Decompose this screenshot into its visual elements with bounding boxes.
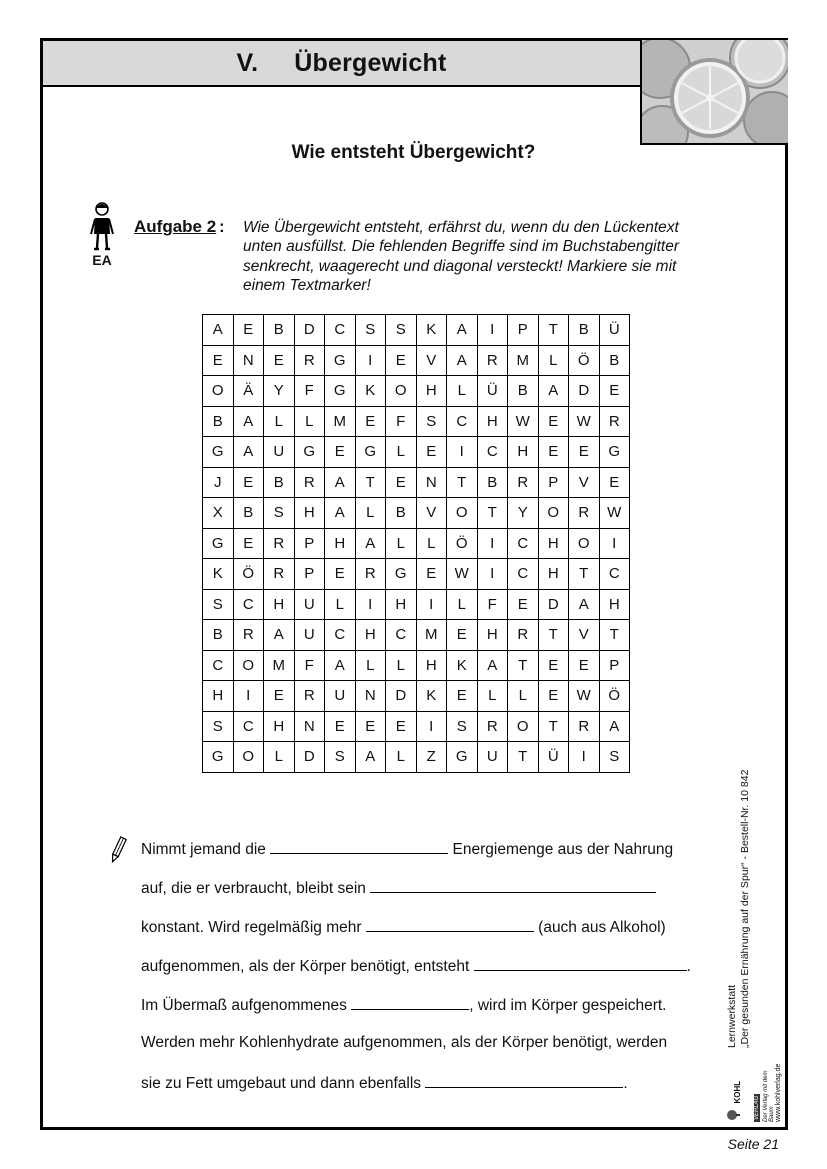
grid-cell[interactable]: R xyxy=(477,345,508,376)
grid-cell[interactable]: T xyxy=(508,742,539,773)
grid-cell[interactable]: C xyxy=(386,620,417,651)
publisher-name: KOHL xyxy=(733,1080,742,1104)
grid-cell[interactable]: R xyxy=(294,345,325,376)
grid-cell[interactable]: A xyxy=(477,650,508,681)
imprint-title: „Der gesunden Ernährung auf der Spur“ - xyxy=(739,855,751,1048)
grid-cell[interactable]: E xyxy=(386,467,417,498)
answer-blank[interactable] xyxy=(370,878,656,893)
grid-cell[interactable]: H xyxy=(508,437,539,468)
grid-cell[interactable]: M xyxy=(264,650,295,681)
grid-cell[interactable]: C xyxy=(233,589,264,620)
grid-row xyxy=(203,742,630,773)
cloze-text-part: sie zu Fett umgebaut und dann ebenfalls xyxy=(141,1075,422,1092)
grid-cell[interactable]: T xyxy=(477,498,508,529)
grid-cell[interactable]: R xyxy=(294,467,325,498)
grid-cell[interactable]: T xyxy=(355,467,386,498)
grid-cell[interactable]: F xyxy=(294,650,325,681)
grid-cell[interactable]: J xyxy=(203,467,234,498)
grid-cell[interactable]: B xyxy=(203,620,234,651)
grid-cell[interactable]: E xyxy=(264,681,295,712)
grid-cell[interactable]: A xyxy=(264,620,295,651)
grid-cell[interactable]: C xyxy=(477,437,508,468)
grid-cell[interactable]: E xyxy=(416,559,447,590)
grid-cell[interactable]: O xyxy=(569,528,600,559)
grid-cell[interactable]: E xyxy=(538,681,569,712)
grid-row xyxy=(203,376,630,407)
grid-row xyxy=(203,620,630,651)
grid-cell[interactable]: D xyxy=(569,376,600,407)
grid-cell[interactable]: L xyxy=(264,406,295,437)
grid-cell[interactable]: R xyxy=(294,681,325,712)
grid-cell[interactable]: D xyxy=(294,315,325,346)
imprint-series: Lernwerkstatt xyxy=(726,984,738,1048)
grid-cell[interactable]: T xyxy=(508,650,539,681)
grid-cell[interactable]: E xyxy=(538,437,569,468)
header-bar xyxy=(43,41,640,87)
cloze-line xyxy=(141,995,691,1034)
cloze-line xyxy=(141,839,691,878)
grid-cell[interactable]: H xyxy=(477,620,508,651)
grid-cell[interactable]: P xyxy=(538,467,569,498)
cloze-text-part: . xyxy=(623,1075,628,1092)
grid-cell[interactable]: T xyxy=(538,620,569,651)
grid-cell[interactable]: H xyxy=(599,589,630,620)
grid-cell[interactable]: T xyxy=(599,620,630,651)
grid-cell[interactable]: L xyxy=(294,406,325,437)
grid-row xyxy=(203,711,630,742)
order-number: Bestell-Nr. 10 842 xyxy=(739,769,751,854)
grid-cell[interactable]: C xyxy=(508,559,539,590)
grid-cell[interactable]: R xyxy=(569,711,600,742)
grid-cell[interactable]: P xyxy=(294,559,325,590)
grid-cell[interactable]: L xyxy=(416,528,447,559)
grid-cell[interactable]: H xyxy=(538,559,569,590)
grid-cell[interactable]: C xyxy=(447,406,478,437)
grid-cell[interactable]: D xyxy=(294,742,325,773)
grid-cell[interactable]: L xyxy=(386,437,417,468)
grid-row xyxy=(203,406,630,437)
chapter-number: V. xyxy=(236,48,259,77)
grid-cell[interactable]: I xyxy=(477,528,508,559)
cloze-line xyxy=(141,956,691,995)
grid-cell[interactable]: I xyxy=(355,589,386,620)
grid-cell[interactable]: E xyxy=(233,467,264,498)
task-instructions xyxy=(243,218,713,295)
grid-cell[interactable]: W xyxy=(599,498,630,529)
grid-cell[interactable]: G xyxy=(203,742,234,773)
grid-cell[interactable]: A xyxy=(325,467,356,498)
cloze-text-part: Im Übermaß aufgenommenes xyxy=(141,997,347,1014)
grid-cell[interactable]: L xyxy=(386,528,417,559)
grid-cell[interactable]: O xyxy=(233,650,264,681)
grid-cell[interactable]: V xyxy=(569,620,600,651)
grid-cell[interactable]: P xyxy=(599,650,630,681)
grid-cell[interactable]: T xyxy=(447,467,478,498)
grid-cell[interactable]: E xyxy=(508,589,539,620)
grid-cell[interactable]: P xyxy=(294,528,325,559)
cloze-text-part: Nimmt jemand die xyxy=(141,841,266,858)
publisher-badge: VERLAG xyxy=(754,1095,760,1120)
task-line: unten ausfüllst. Die fehlenden Begriffe sind im Buchstabengitter xyxy=(243,238,679,256)
answer-blank[interactable] xyxy=(366,917,534,932)
work-mode-badge: EA xyxy=(92,252,112,268)
answer-blank[interactable] xyxy=(351,995,469,1010)
grid-cell[interactable]: A xyxy=(325,498,356,529)
page-title: Übergewicht xyxy=(294,48,447,77)
grid-cell[interactable]: E xyxy=(203,345,234,376)
grid-cell[interactable]: E xyxy=(233,315,264,346)
grid-cell[interactable]: A xyxy=(355,528,386,559)
grid-cell[interactable]: H xyxy=(264,589,295,620)
grid-cell[interactable]: R xyxy=(508,620,539,651)
grid-cell[interactable]: W xyxy=(447,559,478,590)
grid-cell[interactable]: H xyxy=(477,406,508,437)
grid-cell[interactable]: D xyxy=(538,589,569,620)
grid-cell[interactable]: Ö xyxy=(569,345,600,376)
grid-cell[interactable]: R xyxy=(233,620,264,651)
cloze-line xyxy=(141,1073,691,1112)
grid-cell[interactable]: C xyxy=(325,620,356,651)
grid-row xyxy=(203,467,630,498)
grid-cell[interactable]: K xyxy=(416,315,447,346)
cloze-text-part: Energiemenge aus der Nahrung xyxy=(452,841,674,858)
grid-cell[interactable]: S xyxy=(325,742,356,773)
side-imprint xyxy=(726,718,766,1048)
grid-cell[interactable]: L xyxy=(447,376,478,407)
grid-cell[interactable]: U xyxy=(477,742,508,773)
grid-cell[interactable]: K xyxy=(447,650,478,681)
grid-cell[interactable]: E xyxy=(538,650,569,681)
grid-cell[interactable]: I xyxy=(447,437,478,468)
grid-cell[interactable]: S xyxy=(416,406,447,437)
grid-cell[interactable]: L xyxy=(477,681,508,712)
grid-cell[interactable]: E xyxy=(325,711,356,742)
grid-cell[interactable]: E xyxy=(233,528,264,559)
grid-cell[interactable]: W xyxy=(569,406,600,437)
grid-cell[interactable]: E xyxy=(599,376,630,407)
grid-cell[interactable]: M xyxy=(508,345,539,376)
answer-blank[interactable] xyxy=(270,839,448,854)
grid-cell[interactable]: C xyxy=(203,650,234,681)
grid-row xyxy=(203,559,630,590)
grid-cell[interactable]: I xyxy=(416,711,447,742)
grid-cell[interactable]: I xyxy=(233,681,264,712)
grid-cell[interactable]: F xyxy=(386,406,417,437)
grid-cell[interactable]: Y xyxy=(508,498,539,529)
imprint-line-1 xyxy=(726,718,739,1048)
grid-cell[interactable]: H xyxy=(264,711,295,742)
grid-cell[interactable]: R xyxy=(355,559,386,590)
grid-cell[interactable]: H xyxy=(203,681,234,712)
grid-cell[interactable]: U xyxy=(325,681,356,712)
cloze-line xyxy=(141,1034,691,1073)
grid-cell[interactable]: G xyxy=(599,437,630,468)
grid-cell[interactable]: A xyxy=(233,437,264,468)
grid-cell[interactable]: V xyxy=(416,345,447,376)
grid-cell[interactable]: C xyxy=(233,711,264,742)
grid-cell[interactable]: E xyxy=(264,345,295,376)
grid-cell[interactable]: E xyxy=(538,406,569,437)
grid-cell[interactable]: E xyxy=(355,711,386,742)
grid-cell[interactable]: B xyxy=(508,376,539,407)
grid-cell[interactable]: I xyxy=(599,528,630,559)
page-number: Seite 21 xyxy=(727,1136,779,1152)
grid-cell[interactable]: O xyxy=(203,376,234,407)
grid-cell[interactable]: G xyxy=(203,528,234,559)
grid-row xyxy=(203,681,630,712)
grid-cell[interactable]: S xyxy=(264,498,295,529)
grid-row xyxy=(203,589,630,620)
grid-cell[interactable]: B xyxy=(386,498,417,529)
grid-cell[interactable]: R xyxy=(508,467,539,498)
grid-cell[interactable]: R xyxy=(264,559,295,590)
grid-row xyxy=(203,650,630,681)
grid-cell[interactable]: I xyxy=(569,742,600,773)
grid-cell[interactable]: S xyxy=(203,711,234,742)
grid-cell[interactable]: T xyxy=(538,315,569,346)
grid-cell[interactable]: S xyxy=(203,589,234,620)
grid-row xyxy=(203,498,630,529)
cloze-text-part: Werden mehr Kohlenhydrate aufgenommen, als der Körper benötigt, werden xyxy=(141,1034,668,1051)
grid-cell[interactable]: T xyxy=(538,711,569,742)
grid-cell[interactable]: N xyxy=(294,711,325,742)
pencil-icon xyxy=(108,836,128,864)
grid-cell[interactable]: S xyxy=(599,742,630,773)
grid-cell[interactable]: B xyxy=(203,406,234,437)
grid-cell[interactable]: E xyxy=(447,681,478,712)
worksheet-heading: Wie entsteht Übergewicht? xyxy=(291,142,536,163)
oranges-photo xyxy=(640,40,788,145)
grid-cell[interactable]: E xyxy=(447,620,478,651)
grid-cell[interactable]: B xyxy=(569,315,600,346)
grid-cell[interactable]: C xyxy=(325,315,356,346)
grid-cell[interactable]: L xyxy=(355,498,386,529)
grid-cell[interactable]: O xyxy=(538,498,569,529)
grid-cell[interactable]: L xyxy=(447,589,478,620)
grid-cell[interactable]: I xyxy=(477,559,508,590)
grid-cell[interactable]: R xyxy=(599,406,630,437)
grid-cell[interactable]: H xyxy=(325,528,356,559)
grid-cell[interactable]: L xyxy=(538,345,569,376)
answer-blank[interactable] xyxy=(425,1073,623,1088)
grid-cell[interactable]: D xyxy=(386,681,417,712)
grid-cell[interactable]: A xyxy=(447,315,478,346)
grid-cell[interactable]: B xyxy=(264,315,295,346)
grid-cell[interactable]: L xyxy=(264,742,295,773)
grid-cell[interactable]: O xyxy=(233,742,264,773)
grid-cell[interactable]: A xyxy=(325,650,356,681)
grid-row xyxy=(203,345,630,376)
grid-row xyxy=(203,315,630,346)
grid-cell[interactable]: L xyxy=(386,650,417,681)
grid-cell[interactable]: S xyxy=(386,315,417,346)
grid-cell[interactable]: T xyxy=(569,559,600,590)
grid-cell[interactable]: E xyxy=(599,467,630,498)
grid-cell[interactable]: B xyxy=(233,498,264,529)
grid-cell[interactable]: M xyxy=(325,406,356,437)
grid-cell[interactable]: L xyxy=(508,681,539,712)
grid-cell[interactable]: K xyxy=(416,681,447,712)
grid-cell[interactable]: I xyxy=(355,345,386,376)
grid-cell[interactable]: R xyxy=(477,711,508,742)
grid-cell[interactable]: M xyxy=(416,620,447,651)
grid-cell[interactable]: A xyxy=(538,376,569,407)
grid-cell[interactable]: O xyxy=(386,376,417,407)
grid-cell[interactable]: N xyxy=(233,345,264,376)
grid-cell[interactable]: G xyxy=(447,742,478,773)
cloze-text-part: . xyxy=(686,958,691,975)
grid-cell[interactable]: I xyxy=(477,315,508,346)
publisher-url: www.kohlverlag.de xyxy=(775,1063,782,1122)
grid-cell[interactable]: L xyxy=(355,650,386,681)
publisher-block xyxy=(726,1062,796,1122)
cloze-text-part: (auch aus Alkohol) xyxy=(538,919,666,936)
grid-cell[interactable]: Ö xyxy=(599,681,630,712)
grid-cell[interactable]: E xyxy=(569,437,600,468)
grid-cell[interactable]: E xyxy=(569,650,600,681)
word-search-grid xyxy=(202,314,630,773)
grid-cell[interactable]: A xyxy=(599,711,630,742)
grid-cell[interactable]: P xyxy=(508,315,539,346)
cloze-text-part: konstant. Wird regelmäßig mehr xyxy=(141,919,362,936)
grid-cell[interactable]: G xyxy=(355,437,386,468)
cloze-text-part: , wird im Körper gespeichert. xyxy=(469,997,667,1014)
cloze-text-part: auf, die er verbraucht, bleibt sein xyxy=(141,880,366,897)
cloze-text xyxy=(141,839,691,1112)
grid-cell[interactable]: E xyxy=(325,437,356,468)
grid-cell[interactable]: S xyxy=(355,315,386,346)
grid-cell[interactable]: B xyxy=(264,467,295,498)
grid-cell[interactable]: H xyxy=(538,528,569,559)
tree-icon xyxy=(726,1108,740,1122)
grid-cell[interactable]: H xyxy=(386,589,417,620)
task-line: einem Textmarker! xyxy=(243,276,371,294)
grid-cell[interactable]: N xyxy=(355,681,386,712)
grid-cell[interactable]: C xyxy=(599,559,630,590)
grid-cell[interactable]: C xyxy=(508,528,539,559)
cloze-text-part: aufgenommen, als der Körper benötigt, entsteht xyxy=(141,958,470,975)
grid-cell[interactable]: A xyxy=(203,315,234,346)
grid-cell[interactable]: L xyxy=(386,742,417,773)
grid-cell[interactable]: H xyxy=(294,498,325,529)
grid-cell[interactable]: Ä xyxy=(233,376,264,407)
grid-cell[interactable]: U xyxy=(294,620,325,651)
grid-cell[interactable]: W xyxy=(569,681,600,712)
grid-cell[interactable]: N xyxy=(416,467,447,498)
grid-cell[interactable]: R xyxy=(569,498,600,529)
publisher-tagline: Der Verlag mit dem Baum xyxy=(763,1070,775,1122)
task-line: Wie Übergewicht entsteht, erfährst du, wenn du den Lückentext xyxy=(243,219,679,236)
grid-cell[interactable]: A xyxy=(355,742,386,773)
grid-cell[interactable]: G xyxy=(294,437,325,468)
grid-cell[interactable]: Y xyxy=(264,376,295,407)
grid-row xyxy=(203,528,630,559)
task-line: senkrecht, waagerecht und diagonal versteckt! Markiere sie mit xyxy=(243,257,677,275)
grid-cell[interactable]: R xyxy=(264,528,295,559)
grid-cell[interactable]: K xyxy=(355,376,386,407)
grid-cell[interactable]: A xyxy=(233,406,264,437)
grid-row xyxy=(203,437,630,468)
grid-cell[interactable]: O xyxy=(447,498,478,529)
grid-cell[interactable]: G xyxy=(325,345,356,376)
grid-cell[interactable]: W xyxy=(508,406,539,437)
grid-cell[interactable]: U xyxy=(264,437,295,468)
grid-cell[interactable]: Ö xyxy=(233,559,264,590)
grid-cell[interactable]: Ü xyxy=(477,376,508,407)
cloze-line xyxy=(141,917,691,956)
grid-cell[interactable]: G xyxy=(325,376,356,407)
grid-cell[interactable]: E xyxy=(416,437,447,468)
grid-cell[interactable]: Ö xyxy=(447,528,478,559)
grid-cell[interactable]: A xyxy=(569,589,600,620)
grid-cell[interactable]: F xyxy=(294,376,325,407)
task-label-colon: : xyxy=(219,217,225,236)
grid-cell[interactable]: E xyxy=(386,711,417,742)
task-label: Aufgabe 2 xyxy=(134,217,217,236)
grid-cell[interactable]: Ü xyxy=(538,742,569,773)
grid-cell[interactable]: E xyxy=(355,406,386,437)
grid-cell[interactable]: E xyxy=(386,345,417,376)
grid-cell[interactable]: L xyxy=(325,589,356,620)
grid-cell[interactable]: Z xyxy=(416,742,447,773)
grid-cell[interactable]: S xyxy=(447,711,478,742)
grid-cell[interactable]: U xyxy=(294,589,325,620)
grid-cell[interactable]: Ü xyxy=(599,315,630,346)
grid-cell[interactable]: V xyxy=(569,467,600,498)
grid-cell[interactable]: O xyxy=(508,711,539,742)
grid-cell[interactable]: E xyxy=(325,559,356,590)
publisher-logo xyxy=(726,1062,763,1122)
grid-cell[interactable]: V xyxy=(416,498,447,529)
grid-cell[interactable]: I xyxy=(416,589,447,620)
grid-cell[interactable]: X xyxy=(203,498,234,529)
grid-cell[interactable]: G xyxy=(203,437,234,468)
grid-cell[interactable]: H xyxy=(416,376,447,407)
grid-cell[interactable]: B xyxy=(477,467,508,498)
imprint-line-2 xyxy=(739,718,752,1048)
grid-cell[interactable]: H xyxy=(416,650,447,681)
cloze-line xyxy=(141,878,691,917)
grid-cell[interactable]: A xyxy=(447,345,478,376)
grid-cell[interactable]: K xyxy=(203,559,234,590)
grid-cell[interactable]: B xyxy=(599,345,630,376)
grid-cell[interactable]: H xyxy=(355,620,386,651)
grid-cell[interactable]: F xyxy=(477,589,508,620)
grid-cell[interactable]: G xyxy=(386,559,417,590)
answer-blank[interactable] xyxy=(474,956,687,971)
